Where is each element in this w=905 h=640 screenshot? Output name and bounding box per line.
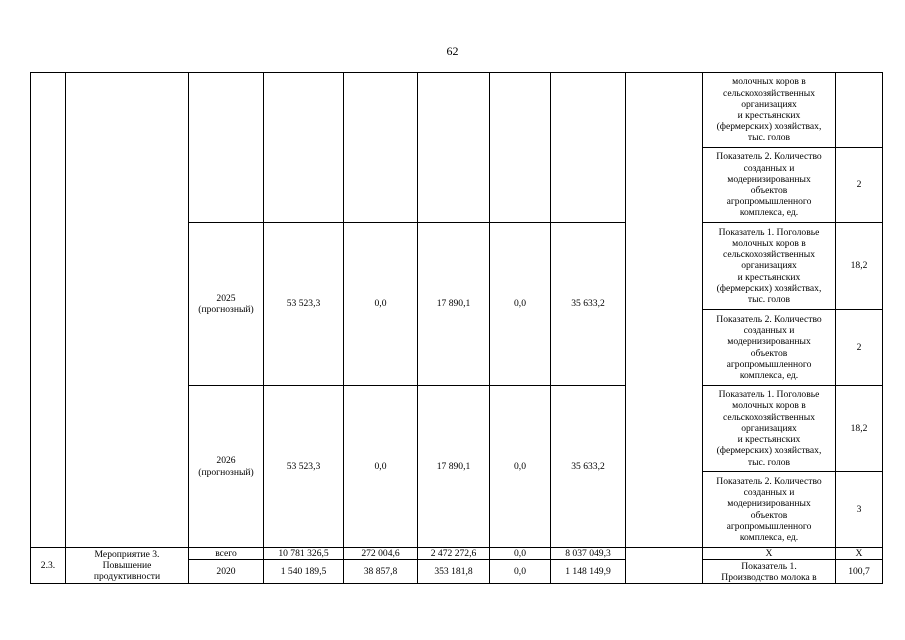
indicator-value: 18,2 bbox=[836, 386, 883, 472]
cell-extra: 8 037 049,3 bbox=[551, 548, 626, 560]
indicator-value: 18,2 bbox=[836, 223, 883, 310]
indicator-text: Показатель 2. Количество созданных и модернизированных объектов агропромышленного комплекса, ед. bbox=[703, 148, 836, 223]
indicator-text: Показатель 1. Поголовье молочных коров в сельскохозяйственных организациях и крестьянских (фермерских) хозяйствах, тыс. голов bbox=[703, 223, 836, 310]
cell-local: 0,0 bbox=[490, 560, 551, 584]
cell-executor bbox=[626, 548, 703, 584]
cell-regional: 17 890,1 bbox=[418, 223, 490, 386]
cell-event-name bbox=[66, 73, 189, 548]
cell-year: 2025 (прогнозный) bbox=[189, 223, 264, 386]
cell-number: 2.3. bbox=[31, 548, 66, 584]
cell-local: 0,0 bbox=[490, 386, 551, 548]
cell-local: 0,0 bbox=[490, 548, 551, 560]
cell-federal: 38 857,8 bbox=[344, 560, 418, 584]
cell-year: 2020 bbox=[189, 560, 264, 584]
cell-federal: 272 004,6 bbox=[344, 548, 418, 560]
cell-total bbox=[264, 73, 344, 223]
cell-total: 53 523,3 bbox=[264, 223, 344, 386]
indicator-text: Показатель 1. Производство молока в bbox=[703, 560, 836, 584]
cell-total: 1 540 189,5 bbox=[264, 560, 344, 584]
page-number: 62 bbox=[446, 44, 459, 58]
table-row bbox=[31, 548, 883, 560]
cell-year: всего bbox=[189, 548, 264, 560]
cell-regional: 2 472 272,6 bbox=[418, 548, 490, 560]
indicator-value: Х bbox=[836, 548, 883, 560]
indicator-text: Х bbox=[703, 548, 836, 560]
cell-extra: 35 633,2 bbox=[551, 386, 626, 548]
indicator-text: Показатель 2. Количество созданных и модернизированных объектов агропромышленного комплекса, ед. bbox=[703, 310, 836, 386]
cell-number bbox=[31, 73, 66, 548]
indicator-value: 2 bbox=[836, 148, 883, 223]
cell-total: 53 523,3 bbox=[264, 386, 344, 548]
cell-total: 10 781 326,5 bbox=[264, 548, 344, 560]
cell-extra: 1 148 149,9 bbox=[551, 560, 626, 584]
cell-federal bbox=[344, 73, 418, 223]
cell-federal: 0,0 bbox=[344, 386, 418, 548]
cell-federal: 0,0 bbox=[344, 223, 418, 386]
cell-regional: 353 181,8 bbox=[418, 560, 490, 584]
table-row bbox=[31, 73, 883, 148]
indicator-value bbox=[836, 73, 883, 148]
indicator-text: Показатель 2. Количество созданных и модернизированных объектов агропромышленного комплекса, ед. bbox=[703, 472, 836, 548]
cell-year: 2026 (прогнозный) bbox=[189, 386, 264, 548]
cell-regional bbox=[418, 73, 490, 223]
cell-local: 0,0 bbox=[490, 223, 551, 386]
program-table bbox=[30, 72, 883, 584]
indicator-value: 100,7 bbox=[836, 560, 883, 584]
indicator-text: молочных коров в сельскохозяйственных организациях и крестьянских (фермерских) хозяйствах, тыс. голов bbox=[703, 73, 836, 148]
cell-local bbox=[490, 73, 551, 223]
cell-event-name: Мероприятие 3. Повышение продуктивности bbox=[66, 548, 189, 584]
cell-year bbox=[189, 73, 264, 223]
indicator-text: Показатель 1. Поголовье молочных коров в сельскохозяйственных организациях и крестьянских (фермерских) хозяйствах, тыс. голов bbox=[703, 386, 836, 472]
cell-executor bbox=[626, 73, 703, 548]
cell-regional: 17 890,1 bbox=[418, 386, 490, 548]
cell-extra bbox=[551, 73, 626, 223]
cell-extra: 35 633,2 bbox=[551, 223, 626, 386]
indicator-value: 2 bbox=[836, 310, 883, 386]
indicator-value: 3 bbox=[836, 472, 883, 548]
